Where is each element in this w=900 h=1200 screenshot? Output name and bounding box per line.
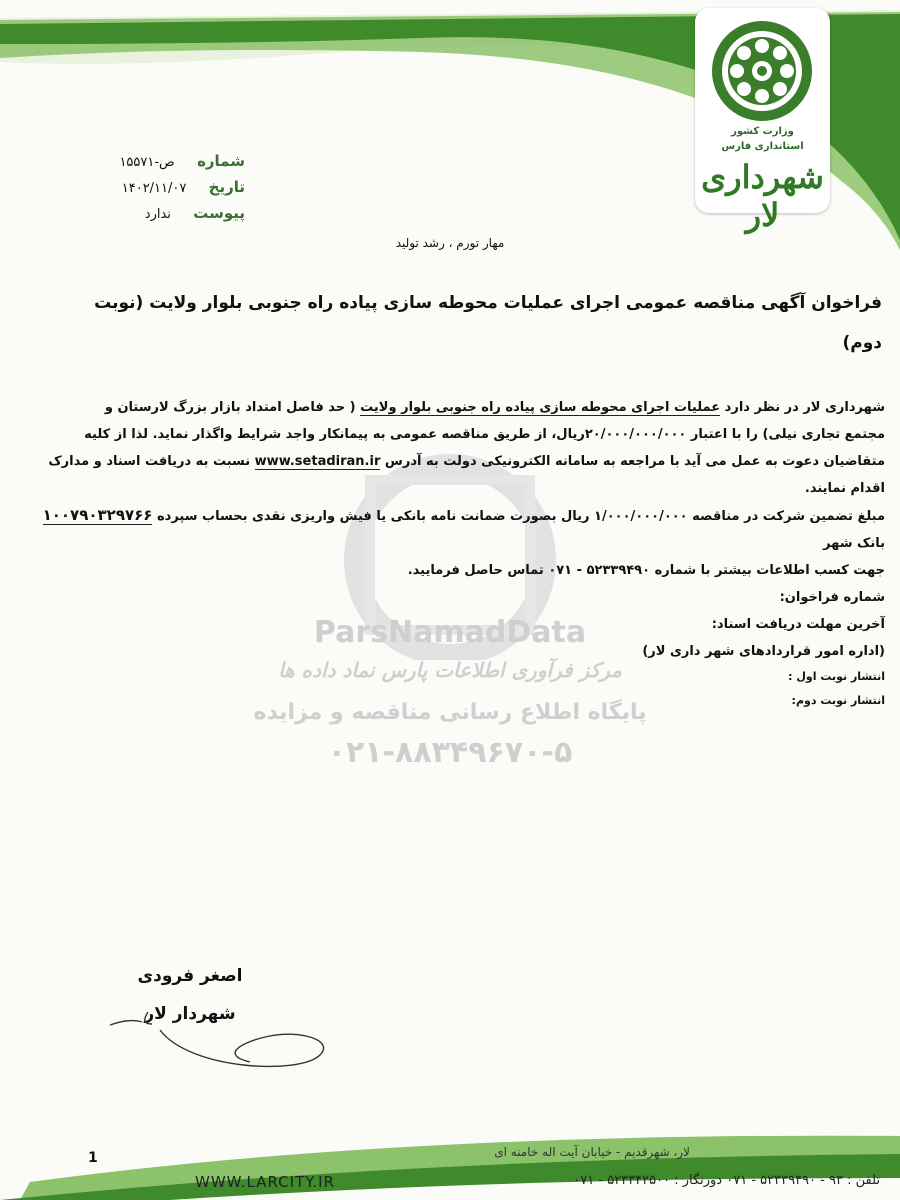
body-line-6: بانک شهر xyxy=(823,536,885,551)
governorate-name: استانداری فارس xyxy=(721,141,804,152)
notice-title-line2: دوم) xyxy=(842,333,882,353)
municipality-name: شهرداری لار xyxy=(701,158,824,234)
letter-attachment-row xyxy=(95,204,245,222)
handwritten-signature xyxy=(100,1000,340,1075)
notice-title-line1: فراخوان آگهی مناقصه عمومی اجرای عملیات محوطه سازی پیاده راه جنوبی بلوار ولایت (نوبت xyxy=(94,293,882,313)
municipality-emblem-icon xyxy=(707,16,817,126)
body-line-8: شماره فراخوان: xyxy=(779,590,885,605)
date-value: ۱۴۰۲/۱۱/۰۷ xyxy=(121,181,187,196)
watermark-phone: ۰۲۱-۸۸۳۴۹۶۷۰-۵ xyxy=(327,735,573,770)
footer-contact: تلفن : ۹۳ - ۵۲۳۳۹۴۹۰ - ۰۷۱ دورنگار : ۵۲۳۳۴۲۵۰۰ - ۰۷۱ xyxy=(573,1173,880,1188)
slogan: مهار تورم ، رشد تولید xyxy=(395,236,505,250)
ministry-name: وزارت کشور xyxy=(731,126,794,137)
body-line-7: جهت کسب اطلاعات بیشتر با شماره ۵۲۳۳۹۴۹۰ - ۰۷۱ تماس حاصل فرمایید. xyxy=(407,563,885,578)
setadiran-link[interactable]: www.setadiran.ir xyxy=(254,454,381,469)
signatory-position: شهردار لار xyxy=(144,1004,236,1024)
letter-number-row xyxy=(95,152,245,170)
body-line-11: انتشار نوبت اول : xyxy=(788,670,885,683)
signatory-name: اصغر فرودی xyxy=(137,966,243,986)
body-line-1: شهرداری لار در نظر دارد عملیات اجرای محوطه سازی پیاده راه جنوبی بلوار ولایت ( حد فاصل امتداد بازار بزرگ لارستان و xyxy=(104,400,885,415)
footer-green-band xyxy=(0,1130,900,1200)
body-line-10: (اداره امور قراردادهای شهر داری لار) xyxy=(642,644,885,659)
attachment-value: ندارد xyxy=(144,207,171,222)
body-line-3: متقاضیان دعوت به عمل می آید با مراجعه به سامانه الکترونیکی دولت به آدرس www.setadiran.ir نسبت به دریافت اسناد و مدارک xyxy=(48,454,885,469)
footer-address: لار، شهرقدیم - خیابان آیت اله خامنه ای xyxy=(494,1145,690,1159)
notice-title xyxy=(20,283,882,363)
footer-website[interactable]: WWW.LARCITY.IR xyxy=(195,1173,335,1191)
deposit-account-number: ۱۰۰۷۹۰۳۲۹۷۶۶ xyxy=(42,506,153,524)
project-name: عملیات اجرای محوطه سازی پیاده راه جنوبی بلوار ولایت xyxy=(360,400,721,415)
body-line-12: انتشار نوبت دوم: xyxy=(791,694,885,707)
body-line-9: آخرین مهلت دریافت اسناد: xyxy=(711,617,885,632)
watermark-line2: پایگاه اطلاع رسانی مناقصه و مزایده xyxy=(253,700,647,725)
watermark-brand: ParsNamadData xyxy=(313,615,587,650)
body-line-4: اقدام نمایند. xyxy=(804,481,885,496)
number-label: شماره xyxy=(197,152,245,170)
body-line-2: مجتمع تجاری نیلی) را با اعتبار ۲۰/۰۰۰/۰۰۰/۰۰۰ریال، از طریق مناقصه عمومی به پیمانکار واجد شرایط واگذار نماید. لذا از کلیه xyxy=(84,427,885,442)
letter-date-row xyxy=(95,178,245,196)
date-label: تاریخ xyxy=(208,178,245,196)
watermark-line1: مرکز فرآوری اطلاعات پارس نماد داده ها xyxy=(278,658,622,682)
page-number: 1 xyxy=(88,1150,98,1166)
body-line-5: مبلغ تضمین شرکت در مناقصه ۱/۰۰۰/۰۰۰/۰۰۰ ریال بصورت ضمانت نامه بانکی یا فیش واریزی نقدی بحساب سپرده ۱۰۰۷۹۰۳۲۹۷۶۶ xyxy=(42,506,885,524)
municipality-logo-card xyxy=(695,8,830,234)
attachment-label: پیوست xyxy=(193,204,245,222)
notice-body xyxy=(35,394,885,713)
number-value: ص-۱۵۵۷۱ xyxy=(119,155,175,170)
